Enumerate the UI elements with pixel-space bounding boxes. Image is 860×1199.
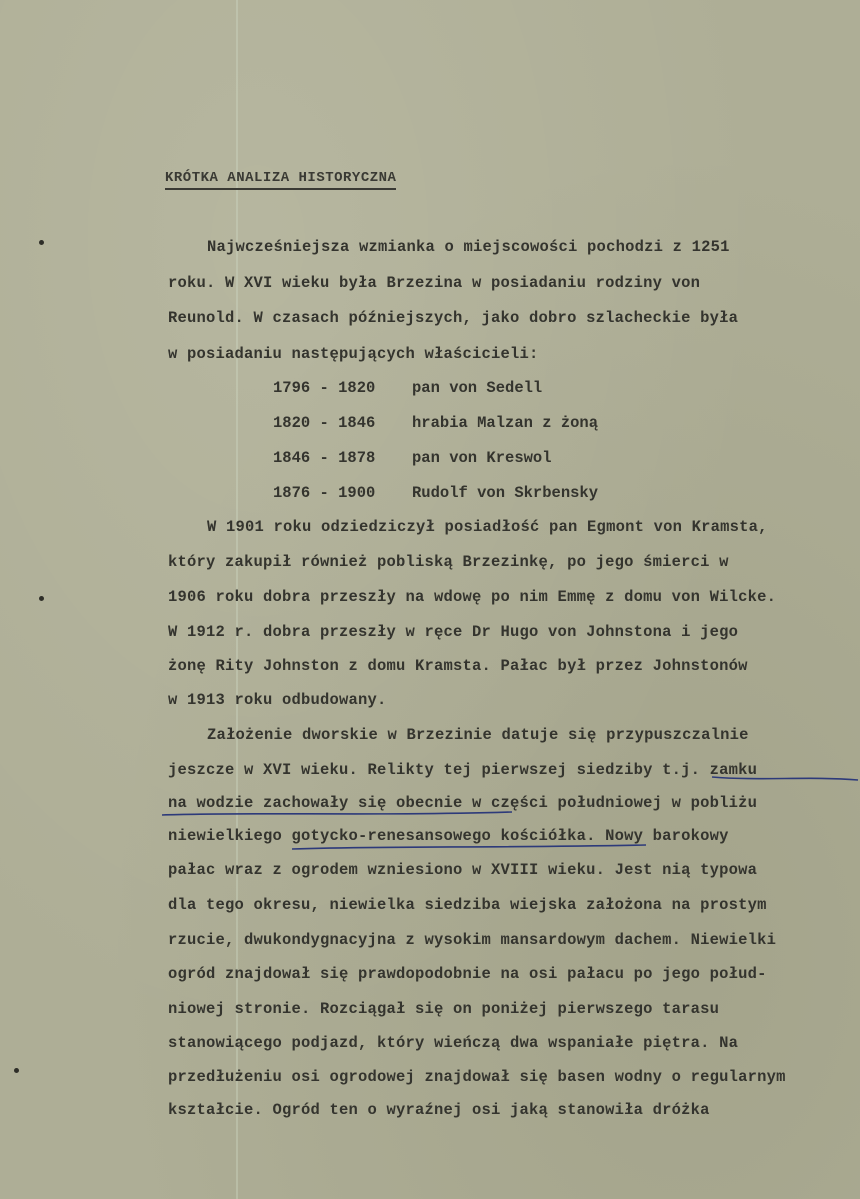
text-line: stanowiącego podjazd, który wieńczą dwa wspaniałe piętra. Na bbox=[168, 1034, 739, 1052]
text-line: żonę Rity Johnston z domu Kramsta. Pałac był przez Johnstonów bbox=[168, 657, 748, 675]
pen-underline bbox=[292, 845, 646, 849]
text-line: W 1901 roku odziedziczył posiadłość pan Egmont von Kramsta, bbox=[207, 518, 768, 536]
text-line: roku. W XVI wieku była Brzezina w posiadaniu rodziny von bbox=[168, 274, 701, 292]
text-line: w 1913 roku odbudowany. bbox=[168, 691, 387, 709]
owner-years: 1876 - 1900 bbox=[273, 484, 376, 502]
text-line: ogród znajdował się prawdopodobnie na osi pałacu po jego połud- bbox=[168, 965, 767, 983]
text-line: 1906 roku dobra przeszły na wdowę po nim Emmę z domu von Wilcke. bbox=[168, 588, 777, 606]
pen-underline bbox=[162, 812, 512, 815]
text-line: niewielkiego gotycko-renesansowego kościółka. Nowy barokowy bbox=[168, 827, 729, 845]
owner-name: Rudolf von Skrbensky bbox=[412, 484, 599, 502]
text-line: pałac wraz z ogrodem wzniesiono w XVIII wieku. Jest nią typowa bbox=[168, 861, 758, 879]
owner-name: pan von Sedell bbox=[412, 379, 543, 397]
text-line: Założenie dworskie w Brzezinie datuje się przypuszczalnie bbox=[207, 726, 749, 744]
owner-years: 1796 - 1820 bbox=[273, 379, 376, 397]
owner-name: pan von Kreswol bbox=[412, 449, 552, 467]
owner-years: 1820 - 1846 bbox=[273, 414, 376, 432]
text-line: Reunold. W czasach późniejszych, jako dobro szlacheckie była bbox=[168, 309, 739, 327]
text-line: na wodzie zachowały się obecnie w części południowej w pobliżu bbox=[168, 794, 758, 812]
pen-underline bbox=[712, 777, 858, 780]
owner-name: hrabia Malzan z żoną bbox=[412, 414, 599, 432]
text-line: Najwcześniejsza wzmianka o miejscowości pochodzi z 1251 bbox=[207, 238, 730, 256]
text-line: W 1912 r. dobra przeszły w ręce Dr Hugo von Johnstona i jego bbox=[168, 623, 739, 641]
text-line: niowej stronie. Rozciągał się on poniżej pierwszego tarasu bbox=[168, 1000, 720, 1018]
text-line: jeszcze w XVI wieku. Relikty tej pierwszej siedziby t.j. zamku bbox=[168, 761, 758, 779]
text-line: dla tego okresu, niewielka siedziba wiejska założona na prostym bbox=[168, 896, 767, 914]
text-line: kształcie. Ogród ten o wyraźnej osi jaką stanowiła dróżka bbox=[168, 1101, 710, 1119]
document-heading: KRÓTKA ANALIZA HISTORYCZNA bbox=[165, 170, 396, 190]
text-line: w posiadaniu następujących właścicieli: bbox=[168, 345, 539, 363]
text-line: który zakupił również pobliską Brzezinkę, po jego śmierci w bbox=[168, 553, 729, 571]
owner-years: 1846 - 1878 bbox=[273, 449, 376, 467]
text-line: przedłużeniu osi ogrodowej znajdował się basen wodny o regularnym bbox=[168, 1068, 786, 1086]
text-line: rzucie, dwukondygnacyjna z wysokim mansardowym dachem. Niewielki bbox=[168, 931, 777, 949]
